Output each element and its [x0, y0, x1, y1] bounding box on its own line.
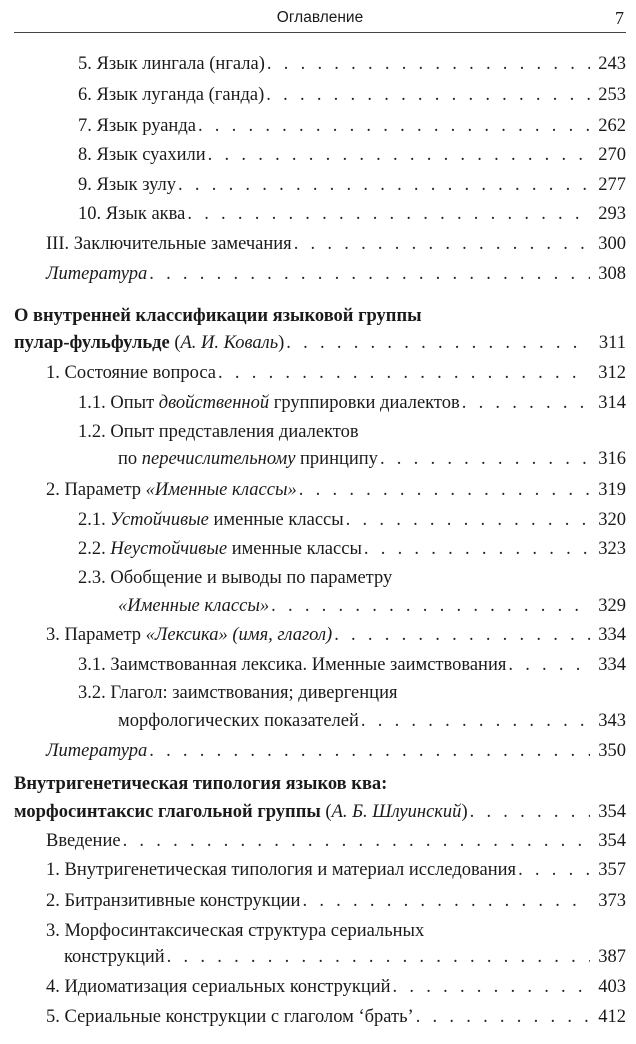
toc-entry[interactable] [46, 740, 626, 762]
toc-entry-page: 253 [598, 85, 626, 105]
author-name: А. И. Коваль [180, 333, 279, 353]
toc-entry-label: Литература [46, 264, 148, 284]
chapter-title-line: Внутригенетическая типология языков ква: [14, 774, 388, 794]
toc-entry-page: 319 [598, 480, 626, 500]
toc-entry-label: 10. Язык аква [78, 204, 186, 224]
leader-dots [167, 946, 590, 968]
toc-entry-page: 329 [598, 596, 626, 616]
toc-entry-page: 354 [598, 802, 626, 822]
toc-entry-label: III. Заключительные замечания [46, 234, 292, 254]
toc-entry-label: 3.1. Заимствованная лексика. Именные заимствования [78, 655, 507, 675]
toc-entry-page: 308 [598, 264, 626, 284]
leader-dots [271, 595, 590, 617]
leader-dots [346, 509, 590, 531]
leader-dots [393, 976, 590, 998]
leader-dots [380, 448, 590, 470]
toc-entry-page: 373 [598, 891, 626, 911]
toc-entry-page: 243 [598, 54, 626, 74]
chapter-title-rest: пулар-фульфульде [14, 333, 170, 353]
toc-entry-page: 293 [598, 204, 626, 224]
toc-entry-page: 314 [598, 393, 626, 413]
toc-entry[interactable] [46, 362, 626, 384]
toc-entry-page: 412 [598, 1007, 626, 1027]
toc-entry[interactable] [46, 263, 626, 285]
leader-dots [267, 53, 590, 75]
leader-dots [178, 174, 590, 196]
toc-entry-page: 277 [598, 175, 626, 195]
toc-entry[interactable] [46, 479, 626, 501]
chapter-title-line: О внутренней классификации языковой группы [14, 306, 422, 326]
leader-dots [470, 801, 590, 823]
toc-entry-page: 300 [598, 234, 626, 254]
leader-dots [198, 115, 590, 137]
leader-dots [187, 203, 590, 225]
toc-entry[interactable] [78, 84, 626, 106]
toc-entry[interactable] [118, 710, 626, 732]
toc-entry-label: морфологических показателей [118, 711, 359, 731]
leader-dots [416, 1006, 590, 1028]
toc-entry[interactable] [78, 392, 626, 414]
leader-dots [286, 332, 590, 354]
toc-entry[interactable] [78, 509, 626, 531]
toc-entry-label: Введение [46, 831, 121, 851]
leader-dots [294, 233, 590, 255]
toc-entry-page: 270 [598, 145, 626, 165]
toc-entry[interactable] [46, 890, 626, 912]
toc-entry[interactable] [46, 830, 626, 852]
leader-dots [302, 890, 590, 912]
leader-dots [149, 740, 590, 762]
toc-entry-label-line: 3.2. Глагол: заимствования; дивергенция [78, 683, 398, 703]
chapter-title-rest: морфосинтаксис глагольной группы [14, 802, 321, 822]
toc-entry-page: 262 [598, 116, 626, 136]
toc-entry-label: 4. Идиоматизация сериальных конструкций [46, 977, 391, 997]
toc-entry-page: 316 [598, 449, 626, 469]
toc-entry-label: Литература [46, 741, 148, 761]
toc-entry-page: 312 [598, 363, 626, 383]
toc-entry-label: «Именные классы» [118, 596, 270, 616]
toc-entry-page: 403 [598, 977, 626, 997]
toc-entry-label: конструкций [64, 947, 165, 967]
toc-entry-page: 343 [598, 711, 626, 731]
running-header [14, 8, 626, 33]
toc-entry-page: 354 [598, 831, 626, 851]
toc-entry-page: 323 [598, 539, 626, 559]
leader-dots [462, 392, 590, 414]
toc-entry-label-line: 1.2. Опыт представления диалектов [78, 422, 359, 442]
leader-dots [266, 84, 590, 106]
leader-dots [518, 859, 590, 881]
toc-entry-label: 9. Язык зулу [78, 175, 177, 195]
toc-entry-page: 320 [598, 510, 626, 530]
toc-entry[interactable] [64, 946, 626, 968]
toc-entry-label: 2.2. Неустойчивые именные классы [78, 539, 362, 559]
leader-dots [149, 263, 590, 285]
toc-entry[interactable] [78, 654, 626, 676]
toc-entry-label: 7. Язык руанда [78, 116, 196, 136]
toc-entry[interactable] [118, 595, 626, 617]
toc-entry-label: 2.1. Устойчивые именные классы [78, 510, 344, 530]
toc-entry[interactable] [14, 801, 626, 823]
toc-entry[interactable] [78, 53, 626, 75]
toc-entry-label: 2. Параметр «Именные классы» [46, 480, 297, 500]
header-title: Оглавление [276, 9, 364, 26]
leader-dots [508, 654, 590, 676]
toc-entry-label: 2. Битранзитивные конструкции [46, 891, 301, 911]
toc-entry-label: 6. Язык луганда (ганда) [78, 85, 265, 105]
toc-entry[interactable] [46, 233, 626, 255]
leader-dots [123, 830, 590, 852]
toc-entry[interactable] [78, 203, 626, 225]
toc-entry-label: морфосинтаксис глагольной группы (А. Б. Шлуинский) [14, 802, 468, 822]
toc-entry-label-line: 2.3. Обобщение и выводы по параметру [78, 568, 393, 588]
toc-entry-label: 1.1. Опыт двойственной группировки диалектов [78, 393, 460, 413]
toc-entry[interactable] [78, 174, 626, 196]
toc-entry-label-line: 3. Морфосинтаксическая структура сериальных [46, 921, 425, 941]
toc-entry[interactable] [46, 624, 626, 646]
toc-entry-label: 1. Состояние вопроса [46, 363, 217, 383]
leader-dots [218, 362, 590, 384]
toc-entry-page: 387 [598, 947, 626, 967]
toc-entry-label: 8. Язык суахили [78, 145, 206, 165]
toc-entry-page: 311 [598, 333, 626, 353]
toc-entry-label: пулар-фульфульде (А. И. Коваль) [14, 333, 285, 353]
toc-entry-page: 350 [598, 741, 626, 761]
toc-entry[interactable] [46, 859, 626, 881]
toc-entry-label: по перечислительному принципу [118, 449, 378, 469]
toc-entry[interactable] [46, 976, 626, 998]
toc-entry-label: 3. Параметр «Лексика» (имя, глагол) [46, 625, 333, 645]
toc-entry[interactable] [78, 144, 626, 166]
toc-entry-page: 357 [598, 860, 626, 880]
toc-entry[interactable] [78, 538, 626, 560]
toc-entry-page: 334 [598, 625, 626, 645]
leader-dots [361, 710, 590, 732]
toc-entry[interactable] [78, 115, 626, 137]
leader-dots [364, 538, 590, 560]
leader-dots [334, 624, 590, 646]
leader-dots [208, 144, 590, 166]
toc-entry[interactable] [46, 1006, 626, 1028]
author-name: А. Б. Шлуинский [331, 802, 462, 822]
page-number: 7 [615, 8, 624, 28]
toc-entry[interactable] [14, 332, 626, 354]
toc-entry[interactable] [118, 448, 626, 470]
toc-entry-label: 1. Внутригенетическая типология и материал исследования [46, 860, 517, 880]
toc-entry-label: 5. Язык лингала (нгала) [78, 54, 265, 74]
toc-entry-label: 5. Сериальные конструкции с глаголом ‘брать’ [46, 1007, 414, 1027]
leader-dots [299, 479, 590, 501]
toc-entry-page: 334 [598, 655, 626, 675]
